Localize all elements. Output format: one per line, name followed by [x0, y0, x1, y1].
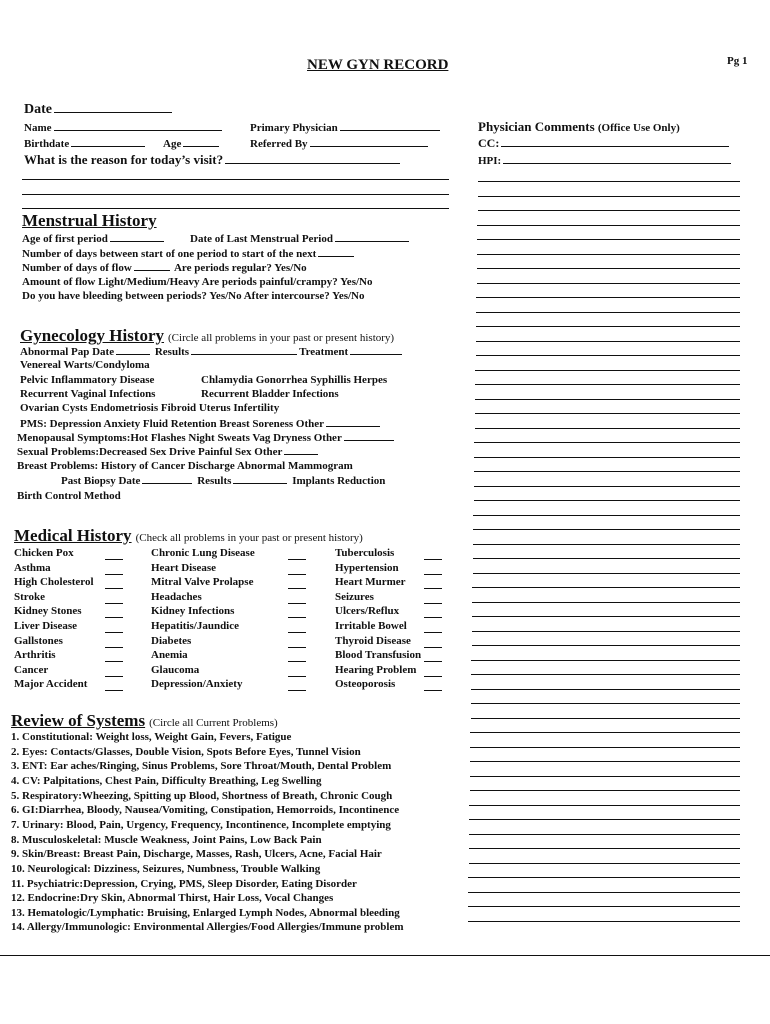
medical-history-checkbox[interactable] [424, 574, 442, 575]
medical-history-checkbox[interactable] [105, 603, 123, 604]
medical-history-item-label: Cancer [14, 663, 49, 676]
medical-history-item[interactable] [335, 678, 395, 690]
physician-comment-line[interactable] [477, 268, 740, 269]
age-field[interactable] [163, 137, 221, 150]
medical-history-item[interactable] [14, 576, 94, 588]
medical-history-checkbox[interactable] [105, 676, 123, 677]
medical-history-checkbox[interactable] [105, 632, 123, 633]
physician-comment-line[interactable] [476, 355, 740, 356]
physician-comment-line[interactable] [476, 297, 740, 298]
medical-history-checkbox[interactable] [288, 559, 306, 560]
medical-history-item-label: Hearing Problem [335, 663, 417, 676]
medical-history-item-label: Headaches [151, 590, 202, 603]
medical-history-item[interactable] [151, 576, 253, 588]
physician-comment-line[interactable] [476, 312, 740, 313]
physician-comment-line[interactable] [471, 703, 740, 704]
medical-history-checkbox[interactable] [424, 647, 442, 648]
medical-history-checkbox[interactable] [105, 574, 123, 575]
medical-history-checkbox[interactable] [424, 632, 442, 633]
medical-history-checkbox[interactable] [424, 559, 442, 560]
physician-comment-line[interactable] [470, 732, 740, 733]
medical-history-item-label: Ulcers/Reflux [335, 605, 400, 618]
medical-history-checkbox[interactable] [288, 603, 306, 604]
medical-history-item[interactable] [14, 678, 87, 690]
medical-history-item-label: Heart Disease [151, 561, 217, 574]
medical-history-item-label: Stroke [14, 590, 45, 603]
medical-history-item-label: Arthritis [14, 649, 56, 662]
medical-history-item[interactable] [14, 649, 56, 661]
medical-history-item-label: Chronic Lung Disease [151, 547, 255, 559]
flow-amount-field[interactable]: Amount of flow Light/Medium/Heavy Are periods painful/crampy? Yes/No [22, 276, 373, 288]
physician-comment-line[interactable] [475, 413, 740, 414]
recurrent-vaginal-option[interactable]: Recurrent Vaginal Infections [20, 388, 156, 400]
medical-history-checkbox[interactable] [424, 676, 442, 677]
ros-item[interactable]: 2. Eyes: Contacts/Glasses, Double Vision, Spots Before Eyes, Tunnel Vision [11, 745, 361, 758]
medical-history-item-label: Glaucoma [151, 663, 200, 676]
birthdate-label: Birthdate [24, 138, 70, 150]
medical-history-item-label: Diabetes [151, 634, 192, 647]
referred-by-label: Referred By [250, 138, 308, 150]
medical-history-item[interactable] [335, 605, 399, 617]
venereal-warts-option[interactable]: Venereal Warts/Condyloma [20, 359, 150, 371]
medical-history-checkbox[interactable] [105, 559, 123, 560]
physician-comment-line[interactable] [474, 500, 740, 501]
medical-history-item[interactable] [335, 620, 407, 632]
physician-comment-line[interactable] [470, 747, 740, 748]
medical-history-item[interactable] [14, 547, 74, 559]
pms-options[interactable]: PMS: Depression Anxiety Fluid Retention Breast Soreness Other [20, 417, 382, 430]
medical-history-item-label: Tuberculosis [335, 547, 395, 559]
medical-history-item[interactable] [14, 562, 51, 574]
medical-history-item-label: Kidney Stones [14, 605, 82, 618]
name-field[interactable] [24, 121, 224, 134]
physician-comment-line[interactable] [473, 573, 740, 574]
birthdate-field[interactable] [24, 137, 147, 150]
medical-history-checkbox[interactable] [105, 617, 123, 618]
ros-item[interactable]: 6. GI:Diarrhea, Bloody, Nausea/Vomiting, Constipation, Hemorroids, Incontinence [11, 804, 400, 817]
ros-item[interactable]: 14. Allergy/Immunologic: Environmental Allergies/Food Allergies/Immune problem [11, 921, 404, 934]
name-label: Name [24, 122, 52, 134]
medical-history-item[interactable] [335, 562, 399, 574]
medical-history-checkbox[interactable] [288, 676, 306, 677]
ros-item[interactable]: 13. Hematologic/Lymphatic: Bruising, Enlarged Lymph Nodes, Abnormal bleeding [11, 906, 400, 919]
physician-comment-line[interactable] [468, 877, 740, 878]
physician-comment-line[interactable] [473, 544, 740, 545]
reason-line[interactable] [22, 194, 449, 195]
ros-item[interactable]: 11. Psychiatric:Depression, Crying, PMS, Sleep Disorder, Eating Disorder [11, 877, 357, 890]
physician-comment-line[interactable] [476, 326, 740, 327]
medical-history-item-label: Chicken Pox [14, 547, 74, 559]
cc-field[interactable] [478, 136, 731, 151]
ovarian-options[interactable]: Ovarian Cysts Endometriosis Fibroid Uterus Infertility [20, 402, 280, 414]
ros-item[interactable]: 4. CV: Palpitations, Chest Pain, Difficulty Breathing, Leg Swelling [11, 774, 322, 787]
medical-history-item[interactable] [151, 649, 188, 661]
medical-history-item[interactable] [14, 620, 77, 632]
medical-history-item[interactable] [335, 547, 394, 559]
medical-history-checkbox[interactable] [105, 588, 123, 589]
breast-problems-options[interactable]: Breast Problems: History of Cancer Discharge Abnormal Mammogram [17, 460, 353, 472]
medical-history-item[interactable] [151, 562, 216, 574]
ros-item[interactable]: 3. ENT: Ear aches/Ringing, Sinus Problems, Sore Throat/Mouth, Dental Problem [11, 760, 392, 773]
medical-history-item-label: Mitral Valve Prolapse [151, 576, 254, 589]
medical-history-checkbox[interactable] [105, 690, 123, 691]
medical-history-checkbox[interactable] [105, 661, 123, 662]
physician-comment-line[interactable] [477, 225, 740, 226]
ros-item[interactable]: 8. Musculoskeletal: Muscle Weakness, Joint Pains, Low Back Pain [11, 833, 322, 846]
reason-label: What is the reason for today’s visit? [24, 152, 224, 167]
medical-history-checkbox[interactable] [288, 574, 306, 575]
medical-history-item-label: Depression/Anxiety [151, 678, 243, 691]
days-between-field[interactable]: Number of days between start of one period to start of the next [22, 247, 356, 260]
physician-comment-line[interactable] [474, 442, 740, 443]
std-options[interactable]: Chlamydia Gonorrhea Syphillis Herpes [201, 374, 388, 386]
medical-history-checkbox[interactable] [288, 690, 306, 691]
physician-comment-line[interactable] [468, 892, 740, 893]
physician-comment-line[interactable] [472, 616, 740, 617]
physician-comment-line[interactable] [469, 863, 740, 864]
ros-item[interactable]: 12. Endocrine:Dry Skin, Abnormal Thirst, Hair Loss, Vocal Changes [11, 892, 334, 905]
physician-comment-line[interactable] [475, 399, 740, 400]
physician-comment-line[interactable] [471, 660, 740, 661]
page-title: NEW GYN RECORD [307, 57, 449, 73]
hpi-field[interactable] [478, 154, 733, 167]
pid-option[interactable]: Pelvic Inflammatory Disease [20, 374, 155, 386]
primary-physician-label: Primary Physician [250, 122, 338, 134]
abnormal-pap-field[interactable]: Abnormal Pap Date Results Treatment [20, 345, 404, 358]
medical-history-item[interactable] [335, 649, 421, 661]
physician-comment-line[interactable] [478, 196, 740, 197]
medical-history-item-label: Hepatitis/Jaundice [151, 620, 240, 632]
medical-history-item[interactable] [151, 591, 202, 603]
physician-comment-line[interactable] [473, 558, 740, 559]
physician-comment-line[interactable] [472, 631, 740, 632]
ros-item[interactable]: 1. Constitutional: Weight loss, Weight Gain, Fevers, Fatigue [11, 731, 292, 743]
reason-field[interactable] [24, 152, 402, 168]
medical-history-title: Medical History (Check all problems in your past or present history) [14, 526, 363, 545]
physician-comment-line[interactable] [473, 515, 740, 516]
physician-comment-line[interactable] [472, 602, 740, 603]
medical-history-item-label: Hypertension [335, 561, 399, 574]
medical-history-item-label: Blood Transfusion [335, 649, 422, 662]
physician-comment-line[interactable] [477, 254, 740, 255]
sexual-problems-options[interactable]: Sexual Problems:Decreased Sex Drive Painful Sex Other [17, 445, 320, 458]
medical-history-item-label: Anemia [151, 649, 188, 662]
recurrent-bladder-option[interactable]: Recurrent Bladder Infections [201, 388, 339, 400]
medical-history-checkbox[interactable] [424, 617, 442, 618]
medical-history-item[interactable] [151, 678, 242, 690]
physician-comment-line[interactable] [469, 819, 740, 820]
menstrual-history-title: Menstrual History [22, 211, 157, 230]
medical-history-item[interactable] [14, 664, 48, 676]
referred-by-field[interactable] [250, 137, 430, 150]
review-of-systems-title: Review of Systems (Circle all Current Problems) [11, 711, 278, 730]
physician-comment-line[interactable] [471, 718, 740, 719]
medical-history-item-label: Irritable Bowel [335, 620, 407, 632]
medical-history-item-label: Kidney Infections [151, 605, 235, 618]
medical-history-item[interactable] [151, 547, 255, 559]
cc-label: CC: [478, 136, 500, 150]
birth-control-field[interactable]: Birth Control Method [17, 490, 121, 502]
medical-history-item[interactable] [335, 576, 406, 588]
physician-comment-line[interactable] [468, 906, 740, 907]
physician-comment-line[interactable] [478, 181, 740, 182]
physician-comment-line[interactable] [471, 674, 740, 675]
physician-comment-line[interactable] [469, 834, 740, 835]
page-number: Pg 1 [727, 55, 748, 67]
age-label: Age [163, 138, 182, 150]
medical-history-item-label: Osteoporosis [335, 678, 396, 691]
physician-comment-line[interactable] [473, 529, 740, 530]
ros-item[interactable]: 9. Skin/Breast: Breast Pain, Discharge, Masses, Rash, Ulcers, Acne, Facial Hair [11, 848, 382, 861]
medical-history-checkbox[interactable] [424, 661, 442, 662]
physician-comment-line[interactable] [470, 776, 740, 777]
medical-history-item[interactable] [151, 635, 191, 647]
reason-line[interactable] [22, 179, 449, 180]
medical-history-item[interactable] [14, 591, 45, 603]
medical-history-item-label: Gallstones [14, 634, 63, 647]
medical-history-checkbox[interactable] [288, 588, 306, 589]
primary-physician-field[interactable] [250, 121, 442, 134]
medical-history-item-label: Major Accident [14, 678, 88, 691]
medical-history-item[interactable] [14, 635, 63, 647]
physician-comment-line[interactable] [470, 761, 740, 762]
medical-history-item[interactable] [151, 664, 199, 676]
physician-comment-line[interactable] [470, 790, 740, 791]
medical-history-item[interactable] [151, 620, 239, 632]
ros-item[interactable]: 10. Neurological: Dizziness, Seizures, Numbness, Trouble Walking [11, 862, 321, 875]
medical-history-item-label: Heart Murmer [335, 576, 406, 589]
ros-item[interactable]: 7. Urinary: Blood, Pain, Urgency, Frequency, Incontinence, Incomplete emptying [11, 818, 391, 831]
physician-comment-line[interactable] [474, 486, 740, 487]
physician-comment-line[interactable] [478, 210, 740, 211]
medical-history-item-label: High Cholesterol [14, 576, 94, 589]
medical-history-item[interactable] [335, 635, 411, 647]
physician-comment-line[interactable] [468, 921, 740, 922]
medical-history-item[interactable] [335, 591, 374, 603]
date-label: Date [24, 102, 52, 117]
medical-history-item[interactable] [14, 605, 82, 617]
medical-history-item-label: Liver Disease [14, 620, 78, 632]
medical-history-checkbox[interactable] [424, 690, 442, 691]
last-period-field[interactable]: Date of Last Menstrual Period [190, 232, 411, 245]
physician-comment-line[interactable] [475, 428, 740, 429]
physician-comment-line[interactable] [475, 370, 740, 371]
ros-item[interactable]: 5. Respiratory:Wheezing, Spitting up Blood, Shortness of Breath, Chronic Cough [11, 789, 393, 802]
reason-line[interactable] [22, 208, 449, 209]
medical-history-checkbox[interactable] [424, 588, 442, 589]
physician-comment-line[interactable] [472, 645, 740, 646]
medical-history-checkbox[interactable] [288, 647, 306, 648]
physician-comment-line[interactable] [469, 805, 740, 806]
physician-comment-line[interactable] [474, 457, 740, 458]
days-flow-field[interactable]: Number of days of flow Are periods regular? Yes/No [22, 262, 307, 274]
medical-history-item-label: Thyroid Disease [335, 634, 411, 647]
past-biopsy-field[interactable]: Past Biopsy Date Results Implants Reduction [61, 475, 386, 487]
physician-comment-line[interactable] [469, 848, 740, 849]
physician-comment-line[interactable] [476, 341, 740, 342]
medical-history-item[interactable] [151, 605, 234, 617]
gynecology-history-title: Gynecology History (Circle all problems in your past or present history) [20, 326, 395, 345]
physician-comment-line[interactable] [477, 239, 740, 240]
medical-history-checkbox[interactable] [288, 661, 306, 662]
hpi-label: HPI: [478, 155, 502, 167]
menopausal-options[interactable]: Menopausal Symptoms:Hot Flashes Night Sweats Vag Dryness Other [17, 431, 396, 444]
date-field[interactable] [24, 102, 174, 118]
medical-history-item[interactable] [335, 664, 416, 676]
medical-history-checkbox[interactable] [424, 603, 442, 604]
medical-history-checkbox[interactable] [288, 617, 306, 618]
physician-comments-title: Physician Comments (Office Use Only) [478, 119, 680, 134]
age-first-period-field[interactable]: Age of first period [22, 232, 166, 245]
physician-comment-line[interactable] [472, 587, 740, 588]
medical-history-item-label: Seizures [335, 590, 374, 603]
physician-comment-line[interactable] [477, 283, 740, 284]
medical-history-checkbox[interactable] [105, 647, 123, 648]
physician-comment-line[interactable] [471, 689, 740, 690]
medical-history-checkbox[interactable] [288, 632, 306, 633]
medical-history-item-label: Asthma [14, 561, 51, 574]
physician-comment-line[interactable] [474, 471, 740, 472]
physician-comment-line[interactable] [475, 384, 740, 385]
bottom-divider [0, 955, 770, 956]
bleeding-field[interactable]: Do you have bleeding between periods? Yes/No After intercourse? Yes/No [22, 290, 365, 302]
